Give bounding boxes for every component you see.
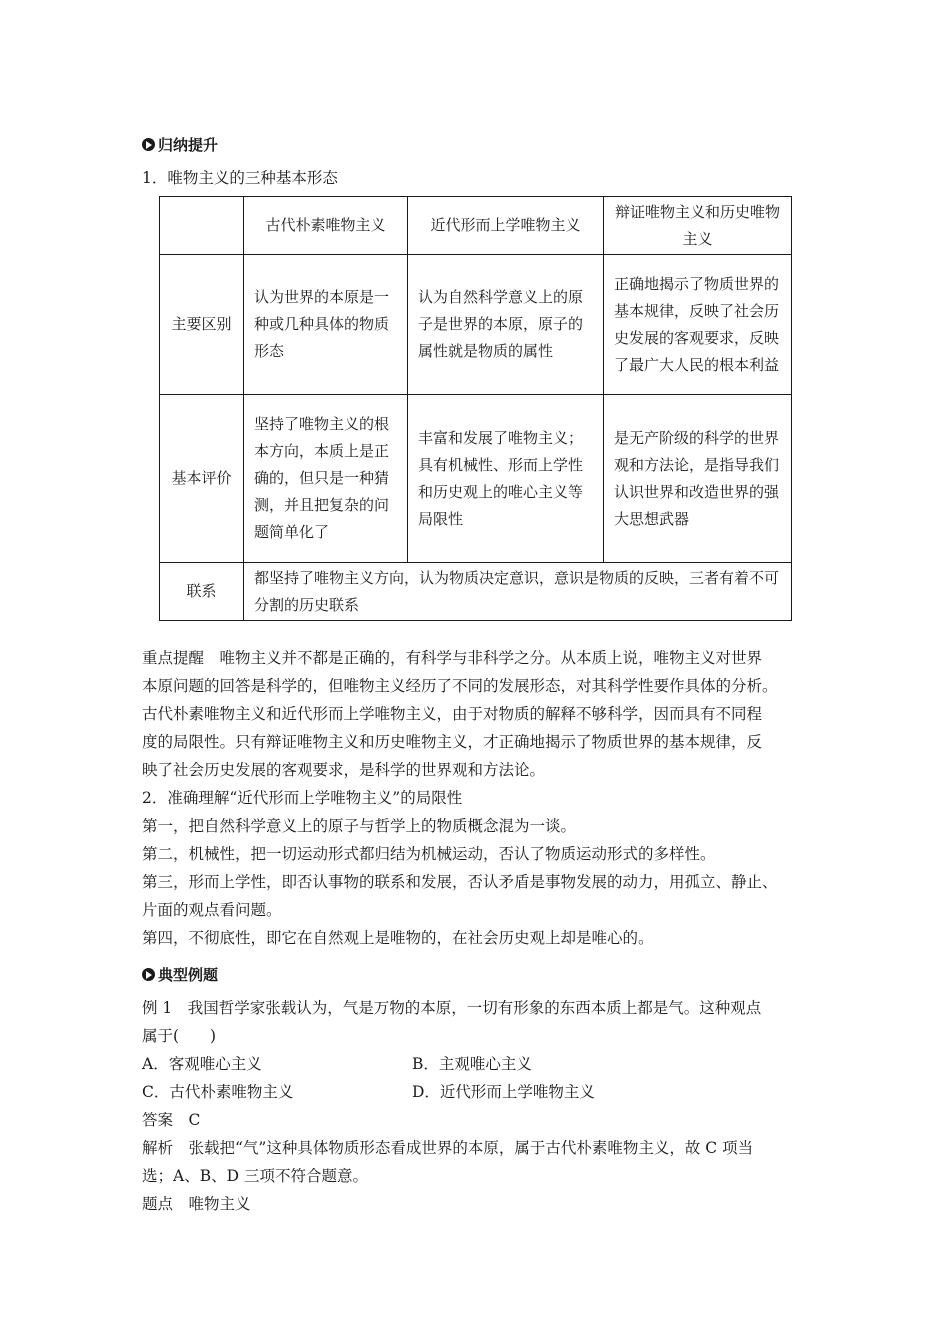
table-corner-cell: [160, 197, 244, 255]
answer-line: 答案 C: [142, 1111, 201, 1129]
example-stem-line: 属于( ): [142, 1027, 217, 1045]
row-label: 基本评价: [160, 395, 244, 563]
limitation-line: 片面的观点看问题。: [142, 901, 282, 919]
tip-line: 本原问题的回答是科学的，但唯物主义经历了不同的发展形态，对其科学性要作具体的分析。: [142, 677, 778, 695]
limitation-line: 第四，不彻底性，即它在自然观上是唯物的，在社会历史观上却是唯心的。: [142, 929, 654, 947]
comparison-table: [159, 196, 792, 621]
section-heading-examples: [142, 964, 218, 985]
option-c: C．古代朴素唯物主义: [142, 1083, 294, 1101]
limitation-line: 第三，形而上学性，即否认事物的联系和发展，否认矛盾是事物发展的动力，用孤立、静止、: [142, 873, 778, 891]
table-merged-cell: 都坚持了唯物主义方向，认为物质决定意识，意识是物质的反映，三者有着不可分割的历史联系: [244, 563, 792, 621]
analysis-line: 解析 张载把“气”这种具体物质形态看成世界的本原，属于古代朴素唯物主义，故 C 项当: [142, 1139, 754, 1157]
limitation-line: 第一，把自然科学意义上的原子与哲学上的物质概念混为一谈。: [142, 817, 577, 835]
table-header-cell: 近代形而上学唯物主义: [408, 197, 604, 255]
table-cell: 认为自然科学意义上的原子是世界的本原，原子的属性就是物质的属性: [408, 255, 604, 395]
play-icon: [142, 968, 155, 981]
table-row: [160, 255, 792, 395]
tip-line: 度的局限性。只有辩证唯物主义和历史唯物主义，才正确地揭示了物质世界的基本规律，反: [142, 733, 763, 751]
row-label: 主要区别: [160, 255, 244, 395]
example-stem-line: 例 1 我国哲学家张载认为，气是万物的本原，一切有形象的东西本质上都是气。这种观点: [142, 999, 762, 1017]
tip-line: 重点提醒 唯物主义并不都是正确的，有科学与非科学之分。从本质上说，唯物主义对世界: [142, 649, 763, 667]
tip-line: 古代朴素唯物主义和近代形而上学唯物主义，由于对物质的解释不够科学，因而具有不同程: [142, 705, 763, 723]
option-b: B．主观唯心主义: [412, 1055, 532, 1073]
table-cell: 丰富和发展了唯物主义；具有机械性、形而上学性和历史观上的唯心主义等局限性: [408, 395, 604, 563]
row-label: 联系: [160, 563, 244, 621]
topic-line: 题点 唯物主义: [142, 1195, 251, 1213]
item-1-title: 1．唯物主义的三种基本形态: [142, 169, 338, 187]
item-2-title: 2．准确理解“近代形而上学唯物主义”的局限性: [142, 789, 463, 807]
table-cell: 是无产阶级的科学的世界观和方法论，是指导我们认识世界和改造世界的强大思想武器: [604, 395, 792, 563]
table-cell: 认为世界的本原是一种或几种具体的物质形态: [244, 255, 408, 395]
table-header-cell: 古代朴素唯物主义: [244, 197, 408, 255]
table-header-cell: 辩证唯物主义和历史唯物主义: [604, 197, 792, 255]
section-heading-summary: [142, 134, 218, 155]
option-a: A．客观唯心主义: [142, 1055, 262, 1073]
tip-line: 映了社会历史发展的客观要求，是科学的世界观和方法论。: [142, 761, 546, 779]
table-cell: 坚持了唯物主义的根本方向，本质上是正确的，但只是一种猜测，并且把复杂的问题简单化了: [244, 395, 408, 563]
table-row: [160, 395, 792, 563]
table-cell: 正确地揭示了物质世界的基本规律，反映了社会历史发展的客观要求，反映了最广大人民的根本利益: [604, 255, 792, 395]
section-heading-label: 典型例题: [158, 966, 219, 984]
option-d: D．近代形而上学唯物主义: [412, 1083, 595, 1101]
section-heading-label: 归纳提升: [158, 136, 219, 154]
limitation-line: 第二，机械性，把一切运动形式都归结为机械运动，否认了物质运动形式的多样性。: [142, 845, 716, 863]
analysis-line: 选；A、B、D 三项不符合题意。: [142, 1167, 368, 1185]
table-header-row: [160, 197, 792, 255]
table-row: [160, 563, 792, 621]
play-icon: [142, 138, 155, 151]
